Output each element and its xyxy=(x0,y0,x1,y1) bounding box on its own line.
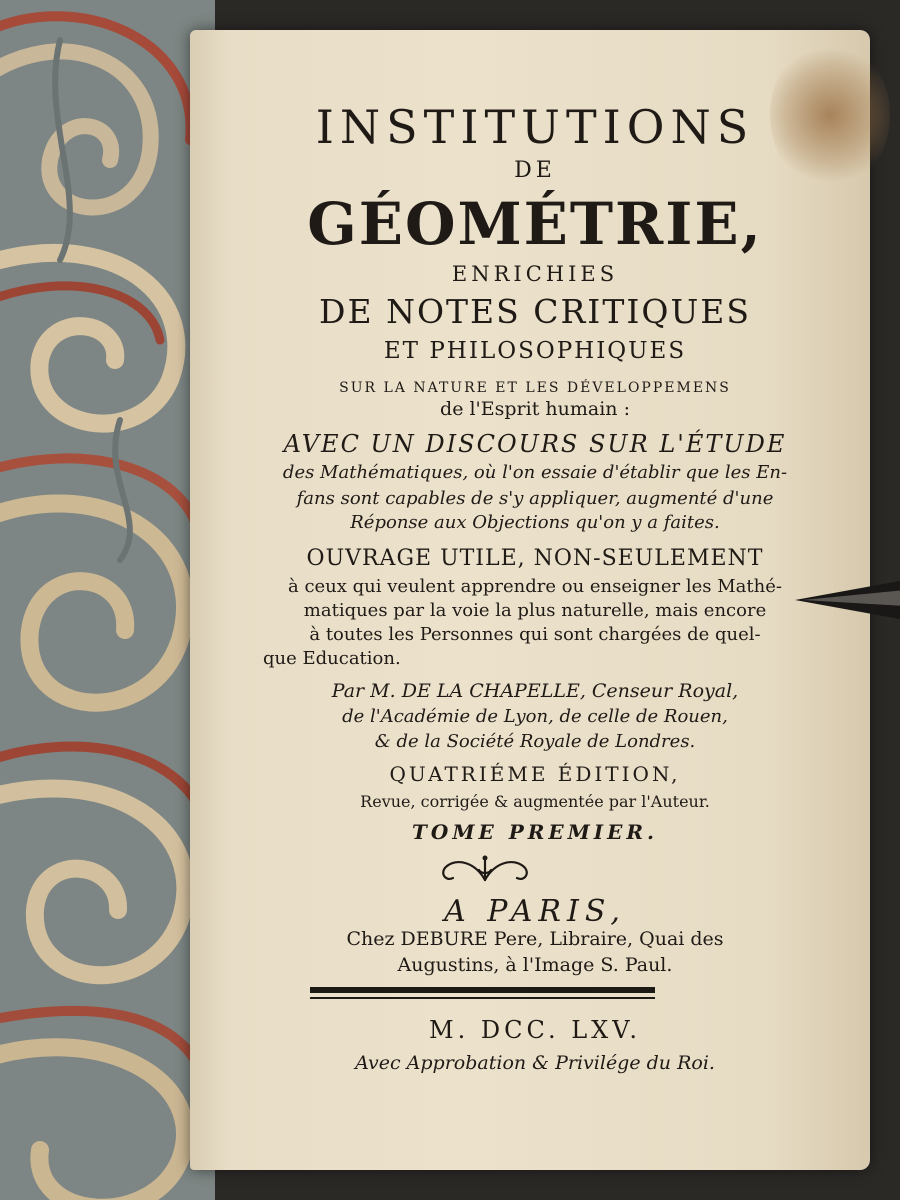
title-page-text xyxy=(205,0,865,1200)
useful-line-5: que Education. xyxy=(263,648,401,669)
rule-thick xyxy=(310,987,655,993)
discourse-line-3: fans sont capables de s'y appliquer, augmenté d'une xyxy=(296,488,774,509)
useful-line-4: à toutes les Personnes qui sont chargées de quel- xyxy=(309,624,761,645)
subtitle-esprit: de l'Esprit humain : xyxy=(440,398,630,420)
title-de: DE xyxy=(514,158,556,183)
edition: QUATRIÉME ÉDITION, xyxy=(389,762,681,786)
subtitle-notes-critiques: DE NOTES CRITIQUES xyxy=(319,292,751,331)
revision: Revue, corrigée & augmentée par l'Auteur. xyxy=(360,792,710,811)
discourse-line-2: des Mathématiques, où l'on essaie d'établir que les En- xyxy=(282,462,788,483)
author-line-2: de l'Académie de Lyon, de celle de Rouen, xyxy=(342,706,728,727)
subtitle-enrichies: ENRICHIES xyxy=(451,262,619,286)
rule-thin xyxy=(310,997,655,999)
publisher-line-2: Augustins, à l'Image S. Paul. xyxy=(397,954,673,976)
flourish-ornament-icon xyxy=(435,852,535,888)
marbled-endpaper xyxy=(0,0,215,1200)
subtitle-philosophiques: ET PHILOSOPHIQUES xyxy=(383,338,687,364)
author-line-1: Par M. DE LA CHAPELLE, Censeur Royal, xyxy=(331,680,739,702)
title-geometrie: GÉOMÉTRIE, xyxy=(307,190,763,258)
publisher-line-1: Chez DEBURE Pere, Libraire, Quai des xyxy=(346,928,724,950)
privilege: Avec Approbation & Privilége du Roi. xyxy=(355,1052,715,1074)
discourse-heading: AVEC UN DISCOURS SUR L'ÉTUDE xyxy=(283,430,787,458)
useful-line-2: à ceux qui veulent apprendre ou enseigner les Mathé- xyxy=(288,576,782,597)
subtitle-nature: SUR LA NATURE ET LES DÉVELOPPEMENS xyxy=(339,380,731,396)
useful-heading: OUVRAGE UTILE, NON-SEULEMENT xyxy=(306,546,764,571)
year: M. DCC. LXV. xyxy=(429,1016,641,1044)
title-institutions: INSTITUTIONS xyxy=(315,100,755,154)
useful-line-3: matiques par la voie la plus naturelle, mais encore xyxy=(303,600,767,621)
discourse-line-4: Réponse aux Objections qu'on y a faites. xyxy=(350,512,720,533)
place: A PARIS, xyxy=(444,894,626,929)
tome: TOME PREMIER. xyxy=(412,820,658,844)
author-line-3: & de la Société Royale de Londres. xyxy=(374,731,696,752)
